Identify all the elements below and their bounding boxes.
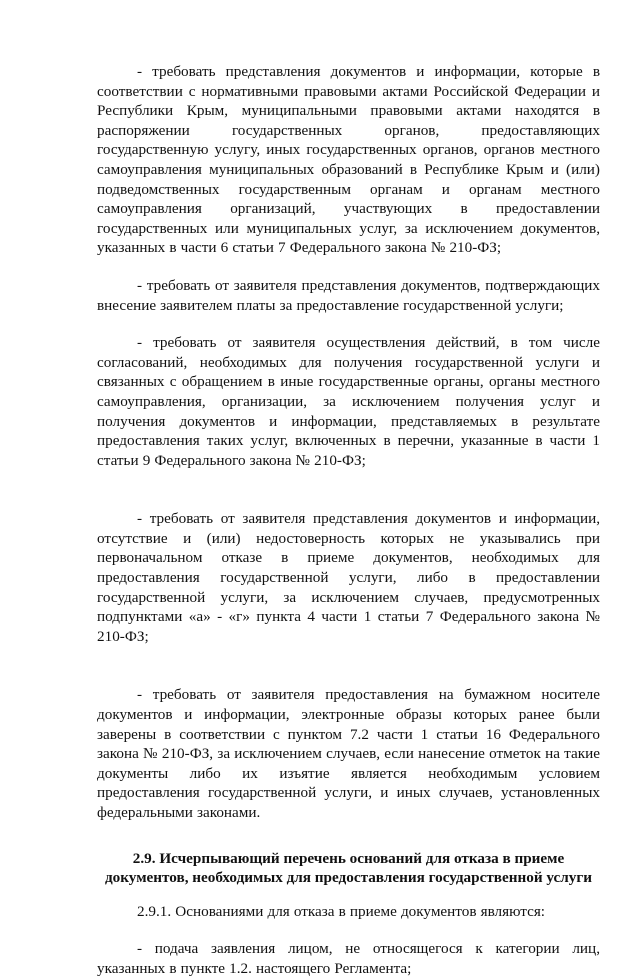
list-item-refusal-ground: - подача заявления лицом, не относящегося к категории лиц, указанных в пункте 1.2. настоящего Регламента; [97, 940, 600, 977]
paragraph-request-actions-approvals: - требовать от заявителя осуществления действий, в том числе согласований, необходимых для получения государственной услуги и связанных с обращением в иные государственные органы, органы местного самоуправления, организации, за исключением получения услуг и получения документов и информации, представляемых в результате предоставления таких услуг, включенных в перечни, указанные в части 1 статьи 9 Федерального закона № 210-ФЗ; [97, 334, 600, 469]
paragraph-request-unindicated-documents: - требовать от заявителя представления документов и информации, отсутствие и (или) недостоверность которых не указывались при первоначальном отказе в приеме документов, необходимых для предоставления государственной услуги, либо в предоставлении государственной услуги, за исключением случаев, предусмотренных подпунктами «а» - «г» пункта 4 части 1 статьи 7 Федерального закона № 210-ФЗ; [97, 510, 600, 645]
paragraph-request-documents-in-possession: - требовать представления документов и информации, которые в соответствии с нормативными правовыми актами Российской Федерации и Республики Крым, муниципальными правовыми актами находятся в распоряжении государственных органов, предоставляющих государственную услугу, иных государственных органов, органов местного самоуправления муниципальных образований в Республике Крым и (или) подведомственных государственным органам и органам местного самоуправления организаций, участвующих в предоставлении государственных или муниципальных услуг, за исключением документов, указанных в части 6 статьи 7 Федерального закона № 210-ФЗ; [97, 63, 600, 257]
document-body [97, 62, 600, 979]
paragraph-request-payment-confirmation: - требовать от заявителя представления документов, подтверждающих внесение заявителем платы за предоставление государственной услуги; [97, 276, 600, 314]
subsection-title: 2.9.1. Основаниями для отказа в приеме документов являются: [137, 902, 546, 920]
paragraph-request-paper-documents: - требовать от заявителя предоставления на бумажном носителе документов и информации, электронные образы которых ранее были заверены в соответствии с пунктом 7.2 части 1 статьи 16 Федерального закона № 210-ФЗ, за исключением случаев, если нанесение отметок на такие документы либо их изъятие является необходимым условием предоставления государственной услуги, и иных случаев, установленных федеральными законами. [97, 686, 600, 821]
section-heading: 2.9. Исчерпывающий перечень оснований для отказа в приеме документов, необходимых для предоставления государственной услуги [104, 849, 593, 887]
